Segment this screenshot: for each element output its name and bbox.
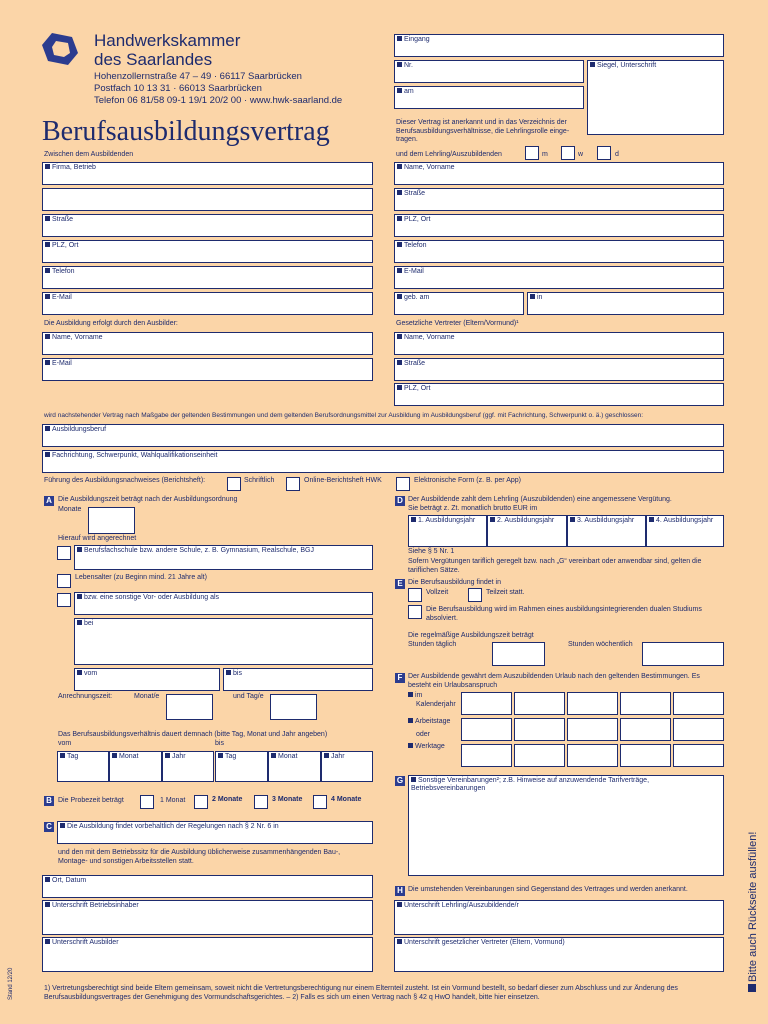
a-text: Die Ausbildungszeit beträgt nach der Ausbildungsordnung <box>58 496 238 503</box>
f-kalenderjahr: Kalenderjahr <box>416 701 456 708</box>
urlaub-werktage-cell[interactable] <box>461 744 512 767</box>
ausbilder-name-field[interactable] <box>42 332 373 355</box>
e-woechentlich-label: Stunden wöchentlich <box>568 641 633 648</box>
lehrling-plz-field[interactable] <box>394 214 724 237</box>
probezeit-2-checkbox[interactable] <box>194 795 208 809</box>
gender-m-label: m <box>542 151 548 158</box>
urlaub-werktage-cell[interactable] <box>514 744 565 767</box>
vertreter-strasse-field[interactable] <box>394 358 724 381</box>
probezeit-text: Die Probezeit beträgt <box>58 797 124 804</box>
urlaub-arbeitstage-cell[interactable] <box>567 718 618 741</box>
vom-jahr-field[interactable] <box>162 751 214 782</box>
lehrling-name-field[interactable] <box>394 162 724 185</box>
urlaub-kalenderjahr-cell[interactable] <box>673 692 724 715</box>
lehrling-email-field[interactable] <box>394 266 724 289</box>
email-field[interactable] <box>42 292 373 315</box>
d-siehe: Siehe § 5 Nr. 1 <box>408 548 455 555</box>
firma-field[interactable] <box>42 162 373 185</box>
online-checkbox[interactable] <box>286 477 300 491</box>
field-label: Ort, Datum <box>52 877 87 884</box>
sig-betriebsinhaber-field[interactable] <box>42 900 373 935</box>
bis-tag-field[interactable] <box>215 751 268 782</box>
field-label: E-Mail <box>52 360 72 367</box>
address-line: Telefon 06 81/58 09-1 19/1 20/2 00 · www.hwk-saarland.de <box>94 95 343 106</box>
probezeit-3-checkbox[interactable] <box>254 795 268 809</box>
ausbildender-heading: Zwischen dem Ausbildenden <box>44 151 134 158</box>
urlaub-kalenderjahr-cell[interactable] <box>620 692 671 715</box>
field-label: Telefon <box>52 268 75 275</box>
gender-w-label: w <box>578 151 584 158</box>
field-label: Unterschrift Ausbilder <box>52 939 119 946</box>
sonstige-field[interactable] <box>74 592 373 615</box>
teilzeit-checkbox[interactable] <box>468 588 482 602</box>
elektronisch-label: Elektronische Form (z. B. per App) <box>414 477 521 484</box>
a-angerechnet: Hierauf wird angerechnet <box>58 535 137 542</box>
field-label: Name, Vorname <box>52 334 103 341</box>
urlaub-kalenderjahr-cell[interactable] <box>461 692 512 715</box>
field-label: Jahr <box>172 753 186 760</box>
field-label: Sonstige Vereinbarungen²; z.B. Hinweise auf anzuwendende Tarifverträge, Betriebsvereinbarungen <box>411 777 650 792</box>
vom-tag-field[interactable] <box>57 751 109 782</box>
verguetung-jahr4-field[interactable] <box>646 515 724 547</box>
field-label: Straße <box>404 190 426 197</box>
vom-monat-field[interactable] <box>109 751 162 782</box>
field-label: Jahr <box>331 753 345 760</box>
schule-field[interactable] <box>74 545 373 570</box>
a-monate-label: Monate <box>58 506 82 513</box>
field-label: Unterschrift Lehrling/Auszubildende/r <box>404 902 519 909</box>
h-text: Die umstehenden Vereinbarungen sind Gegenstand des Vertrages und werden anerkannt. <box>408 886 688 893</box>
teilzeit-label: Teilzeit statt. <box>486 589 525 596</box>
e-taeglich-label: Stunden täglich <box>408 641 457 648</box>
telefon-field[interactable] <box>42 266 373 289</box>
f-werktage-label: Werktage <box>415 743 445 750</box>
field-label: 3. Ausbildungsjahr <box>577 517 635 524</box>
anrechnung-tage-label: und Tag/e <box>233 693 264 700</box>
f-arbeitstage-label: Arbeitstage <box>415 718 451 725</box>
section-a-marker: A <box>44 496 54 506</box>
org-name-line1: Handwerkskammer <box>94 31 241 50</box>
field-label: E-Mail <box>52 294 72 301</box>
verguetung-jahr1-field[interactable] <box>408 515 487 547</box>
e-text: Die Berufsausbildung findet in <box>408 579 502 586</box>
field-label: Name, Vorname <box>404 334 455 341</box>
side-note-text: Bitte auch Rückseite ausfüllen! <box>747 831 759 982</box>
probezeit-2-label: 2 Monate <box>212 796 243 803</box>
dual-label: Die Berufsausbildung wird im Rahmen eines ausbildungsintegrierenden dualen Studiums absolviert. <box>426 606 702 622</box>
urlaub-werktage-cell[interactable] <box>620 744 671 767</box>
field-label: am <box>404 88 414 95</box>
field-label: Straße <box>404 360 426 367</box>
lehrling-heading: und dem Lehrling/Auszubildenden <box>396 151 502 158</box>
fachrichtung-field[interactable] <box>42 450 724 473</box>
lebensalter-label: Lebensalter (zu Beginn mind. 21 Jahre alt) <box>75 574 207 581</box>
field-label: Straße <box>52 216 74 223</box>
address-line: Hohenzollernstraße 47 – 49 · 66117 Saarbrücken <box>94 71 302 82</box>
field-label: Unterschrift gesetzlicher Vertreter (Eltern, Vormund) <box>404 939 565 946</box>
verguetung-jahr3-field[interactable] <box>567 515 646 547</box>
probezeit-1-checkbox[interactable] <box>140 795 154 809</box>
schule-checkbox[interactable] <box>57 546 71 560</box>
field-label: 1. Ausbildungsjahr <box>418 517 476 524</box>
vertreter-plz-field[interactable] <box>394 383 724 406</box>
field-label: Eingang <box>404 36 430 43</box>
vertreter-heading: Gesetzliche Vertreter (Eltern/Vormund)¹ <box>396 320 519 327</box>
verguetung-jahr2-field[interactable] <box>487 515 567 547</box>
sonstige-vereinbarungen-field[interactable] <box>408 775 724 876</box>
gender-m-checkbox[interactable] <box>525 146 539 160</box>
field-label: Siegel, Unterschrift <box>597 62 657 69</box>
field-label: 2. Ausbildungsjahr <box>497 517 555 524</box>
gender-w-checkbox[interactable] <box>561 146 575 160</box>
dual-checkbox[interactable] <box>408 605 422 619</box>
field-label: Name, Vorname <box>404 164 455 171</box>
probezeit-4-label: 4 Monate <box>331 796 362 803</box>
page-title: Berufsausbildungsvertrag <box>42 116 330 147</box>
lebensalter-checkbox[interactable] <box>57 574 71 588</box>
dauer-vom-label: vom <box>58 740 72 747</box>
footnote: 1) Vertretungsberechtigt sind beide Eltern gemeinsam, soweit nicht die Vertretungsberechtigung nur einem Elternteil zusteht. Ist ein Vormund bestellt, so bedarf dieser zum Abschluss und zur Änderung des Berufsausbildungsvertrages der Genehmigung des Vormundschaftsgerichtes. – 2) Falls es sich um einen Vertrag nach § 42 q HwO handelt, bitte hier einsetzen. <box>44 985 678 1001</box>
f-im <box>408 692 422 701</box>
anrechnung-monate-label: Monat/e <box>134 693 160 700</box>
address-line: Postfach 10 13 31 · 66013 Saarbrücken <box>94 83 262 94</box>
am-field[interactable] <box>394 86 584 109</box>
field-label: Ausbildungsberuf <box>52 426 107 433</box>
anrechnung-monate-field[interactable] <box>166 694 213 720</box>
field-label: Unterschrift Betriebsinhaber <box>52 902 139 909</box>
field-label: Monat <box>119 753 139 760</box>
section-f-marker: F <box>395 673 405 683</box>
vom-field[interactable] <box>74 668 220 691</box>
f-im-label: im <box>415 692 423 699</box>
stand-label: Stand 12/20 <box>8 967 14 1000</box>
chamber-logo-icon <box>42 33 78 65</box>
sonstige-checkbox[interactable] <box>57 593 71 607</box>
lehrling-telefon-field[interactable] <box>394 240 724 263</box>
anrechnungszeit-label: Anrechnungszeit: <box>58 693 113 700</box>
nr-field[interactable] <box>394 60 584 83</box>
dauer-bis-label: bis <box>215 740 224 747</box>
ort-datum-field[interactable] <box>42 875 373 898</box>
probezeit-3-label: 3 Monate <box>272 796 303 803</box>
c-text: und den mit dem Betriebssitz für die Ausbildung üblicherweise zusammenhängenden Bau-, Montage- und sonstigen Arbeitsstellen statt. <box>58 849 341 865</box>
field-label: PLZ, Ort <box>52 242 79 249</box>
section-e-marker: E <box>395 579 405 589</box>
field-label: Monat <box>278 753 298 760</box>
sig-vertreter-field[interactable] <box>394 937 724 972</box>
field-label: Telefon <box>404 242 427 249</box>
nachweis-label: Führung des Ausbildungsnachweises (Berichtsheft): <box>44 477 206 484</box>
vollzeit-checkbox[interactable] <box>408 588 422 602</box>
field-label: Tag <box>67 753 79 760</box>
e-regel: Die regelmäßige Ausbildungszeit beträgt <box>408 632 534 639</box>
siegel-field[interactable] <box>587 60 724 135</box>
bis-field[interactable] <box>223 668 373 691</box>
field-label: Firma, Betrieb <box>52 164 96 171</box>
urlaub-arbeitstage-cell[interactable] <box>461 718 512 741</box>
schriftlich-label: Schriftlich <box>244 477 275 484</box>
field-label: Nr. <box>404 62 413 69</box>
field-label: vom <box>84 670 98 677</box>
plz-field[interactable] <box>42 240 373 263</box>
gender-d-label: d <box>615 151 619 158</box>
section-d-marker: D <box>395 496 405 506</box>
strasse-field[interactable] <box>42 214 373 237</box>
d-text3: Sofern Vergütungen tariflich geregelt bzw. nach „G“ vereinbart oder anwendbar sind, gelten die tariflichen Sätze. <box>408 558 702 574</box>
field-label: bzw. eine sonstige Vor- oder Ausbildung als <box>84 594 220 601</box>
urlaub-werktage-cell[interactable] <box>673 744 724 767</box>
bis-monat-field[interactable] <box>268 751 321 782</box>
vollzeit-label: Vollzeit <box>426 589 449 596</box>
f-text: Der Ausbildende gewährt dem Auszubildenden Urlaub nach den geltenden Bestimmungen. Es besteht ein Urlaubsanspruch <box>408 673 700 689</box>
field-label: bis <box>233 670 242 677</box>
ausbilder-email-field[interactable] <box>42 358 373 381</box>
field-label: Die Ausbildung findet vorbehaltlich der Regelungen nach § 2 Nr. 6 in <box>67 823 279 830</box>
field-label: bei <box>84 620 94 627</box>
org-name-line2: des Saarlandes <box>94 50 213 69</box>
lehrling-geburtsort-field[interactable] <box>527 292 724 315</box>
dauer-text: Das Berufsausbildungsverhältnis dauert demnach (bitte Tag, Monat und Jahr angeben) <box>58 731 328 738</box>
office-note: Dieser Vertrag ist anerkannt und in das Verzeichnis der Berufsausbildungsverhältnisse, die Lehrlingsrolle einge- tragen. <box>396 119 570 143</box>
section-g-marker: G <box>396 776 404 785</box>
bei-field[interactable] <box>74 618 373 665</box>
probezeit-1-label: 1 Monat <box>160 797 186 804</box>
stunden-taeglich-field[interactable] <box>492 642 545 666</box>
gender-d-checkbox[interactable] <box>597 146 611 160</box>
section-c-marker: C <box>44 822 54 832</box>
anrechnung-tage-field[interactable] <box>270 694 317 720</box>
urlaub-arbeitstage-cell[interactable] <box>673 718 724 741</box>
probezeit-4-checkbox[interactable] <box>313 795 327 809</box>
bis-jahr-field[interactable] <box>321 751 373 782</box>
field-label: E-Mail <box>404 268 424 275</box>
firma-extra-field[interactable] <box>42 188 373 211</box>
sig-lehrling-field[interactable] <box>394 900 724 935</box>
section-b-marker: B <box>44 796 54 806</box>
lehrling-geb-field[interactable] <box>394 292 524 315</box>
urlaub-kalenderjahr-cell[interactable] <box>567 692 618 715</box>
schriftlich-checkbox[interactable] <box>227 477 241 491</box>
f-werktage <box>408 743 445 752</box>
field-label: geb. am <box>404 294 430 301</box>
online-label: Online-Berichtsheft HWK <box>304 477 382 484</box>
ausbildungsort-field[interactable] <box>57 821 373 844</box>
urlaub-werktage-cell[interactable] <box>567 744 618 767</box>
d-text2: Sie beträgt z. Zt. monatlich brutto EUR im <box>408 505 538 512</box>
f-arbeitstage <box>408 718 450 727</box>
ausbilder-heading: Die Ausbildung erfolgt durch den Ausbilder: <box>44 320 178 327</box>
vertreter-name-field[interactable] <box>394 332 724 355</box>
ausbildungsberuf-field[interactable] <box>42 424 724 447</box>
field-label: in <box>537 294 543 301</box>
eingang-field[interactable] <box>394 34 724 57</box>
ausbildungszeit-monate-field[interactable] <box>88 507 135 534</box>
field-label: 4. Ausbildungsjahr <box>656 517 714 524</box>
d-text: Der Ausbildende zahlt dem Lehrling (Auszubildenden) eine angemessene Vergütung. <box>408 496 672 503</box>
section-h-marker: H <box>395 886 405 896</box>
field-label: PLZ, Ort <box>404 385 431 392</box>
beruf-intro: wird nachstehender Vertrag nach Maßgabe der geltenden Bestimmungen und dem geltenden Berufsordnungsmittel zur Ausbildung im Ausbildungsberuf (ggf. mit Fachrichtung, Schwerpunkt o. ä.) geschlossen: <box>44 412 644 419</box>
side-note <box>747 832 759 992</box>
field-label: Fachrichtung, Schwerpunkt, Wahlqualifikationseinheit <box>52 452 218 459</box>
field-label: Tag <box>225 753 237 760</box>
urlaub-arbeitstage-cell[interactable] <box>620 718 671 741</box>
urlaub-kalenderjahr-cell[interactable] <box>514 692 565 715</box>
urlaub-arbeitstage-cell[interactable] <box>514 718 565 741</box>
field-label: PLZ, Ort <box>404 216 431 223</box>
org-address <box>94 71 342 107</box>
field-label: Berufsfachschule bzw. andere Schule, z. B. Gymnasium, Realschule, BGJ <box>84 547 314 554</box>
stunden-woechentlich-field[interactable] <box>642 642 724 666</box>
elektronisch-checkbox[interactable] <box>396 477 410 491</box>
f-oder: oder <box>416 731 431 738</box>
lehrling-strasse-field[interactable] <box>394 188 724 211</box>
sig-ausbilder-field[interactable] <box>42 937 373 972</box>
